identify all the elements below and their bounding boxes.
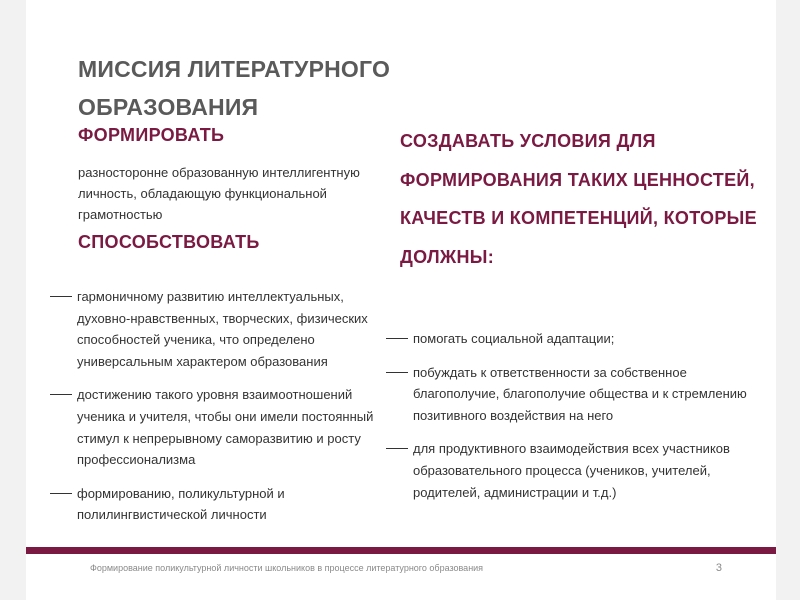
list-item: побуждать к ответственности за собственное благополучие, благополучие общества и к стремлению позитивного воздействия на него (398, 362, 763, 427)
list-item: для продуктивного взаимодействия всех участников образовательного процесса (учеников, учителей, родителей, администрации и т.д.) (398, 438, 763, 503)
list-item: гармоничному развитию интеллектуальных, духовно-нравственных, творческих, физических способностей ученика, что определено универсальным характером образования (62, 286, 377, 372)
heading-create-conditions: СОЗДАВАТЬ УСЛОВИЯ ДЛЯ ФОРМИРОВАНИЯ ТАКИХ ЦЕННОСТЕЙ, КАЧЕСТВ И КОМПЕТЕНЦИЙ, КОТОРЫЕ ДОЛЖНЫ: (400, 131, 757, 267)
list-item: помогать социальной адаптации; (398, 328, 763, 350)
list-item: достижению такого уровня взаимоотношений ученика и учителя, чтобы они имели постоянный стимул к непрерывному саморазвитию и росту профессионализма (62, 384, 377, 470)
footer-bar (26, 547, 776, 554)
conditions-list (398, 328, 763, 515)
list-item: формированию, поликультурной и полилингвистической личности (62, 483, 377, 526)
slide-title: МИССИЯ ЛИТЕРАТУРНОГО ОБРАЗОВАНИЯ (78, 56, 391, 120)
promote-list (62, 286, 377, 538)
footer-text: Формирование поликультурной личности школьников в процессе литературного образования (90, 563, 484, 573)
heading-form: ФОРМИРОВАТЬ (78, 125, 225, 145)
heading-promote: СПОСОБСТВОВАТЬ (78, 232, 260, 252)
page-number: 3 (715, 562, 722, 574)
form-description: разносторонне образованную интеллигентную личность, обладающую функциональной грамотностью (78, 165, 360, 222)
